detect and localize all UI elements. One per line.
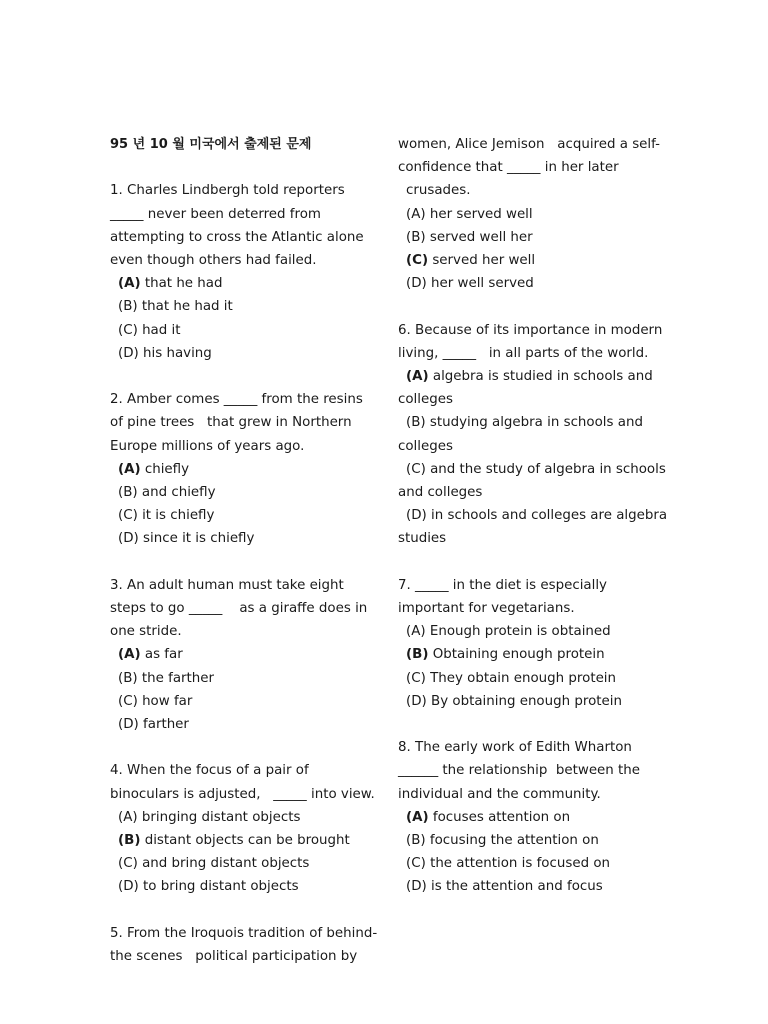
question-text-line: even though others had failed. [110,253,317,268]
option-text: since it is chiefly [138,531,255,547]
option-letter: (C) [118,693,138,709]
question-text-line: living, _____ in all parts of the world. [398,345,649,361]
option-text: that he had [140,276,223,292]
question-8 [398,736,673,898]
option-text: By obtaining enough protein [426,693,622,709]
option-text: her well served [426,276,534,292]
answer-option-a [110,806,375,829]
option-letter: (D) [118,879,139,895]
option-letter: (B) [406,415,426,431]
option-text: studying algebra in schools and [425,415,643,431]
option-letter: (B) [406,647,429,663]
option-text: as far [140,647,183,663]
option-letter: (C) [406,670,426,686]
question-text-line: 7. _____ in the diet is especially [398,577,607,593]
answer-option-d [110,342,375,365]
question-text-line: 5. From the Iroquois tradition of behind- [110,925,378,941]
question-text-line: individual and the community. [398,786,601,802]
option-text: served her well [428,253,536,269]
option-letter: (D) [406,693,427,709]
option-letter: (C) [118,856,138,872]
answer-option-a [398,203,673,226]
option-text: that he had it [137,299,233,315]
answer-option-c [110,504,375,527]
question-text-line: 4. When the focus of a pair of [110,763,309,779]
right-column [398,133,673,899]
question-text-line: 1. Charles Lindbergh told reporters [110,183,345,199]
option-letter: (B) [118,485,138,501]
page-title: 95 년 10 월 미국에서 출제된 문제 [110,137,312,152]
option-letter: (C) [118,508,138,524]
option-text: how far [137,693,193,709]
question-text-line: binoculars is adjusted, _____ into view. [110,786,375,802]
answer-option-d [398,504,673,527]
option-letter: (D) [118,345,139,361]
option-letter: (B) [118,833,141,849]
answer-option-a [110,458,375,481]
option-letter: (A) [118,647,141,663]
option-text: chiefly [140,461,190,477]
answer-option-a [110,643,375,666]
question-5-continued [398,133,673,295]
answer-option-c [398,249,673,272]
option-text: to bring distant objects [138,879,299,895]
answer-option-d [110,527,375,550]
option-text: his having [138,345,212,361]
question-text-line: crusades. [406,183,471,199]
option-letter: (B) [118,670,138,686]
option-text: They obtain enough protein [425,670,617,686]
question-text-line: 2. Amber comes _____ from the resins [110,392,363,408]
answer-option-b [398,643,673,666]
question-2 [110,388,375,550]
option-text: Enough protein is obtained [425,624,611,640]
question-text-line: _____ never been deterred from [110,206,321,222]
question-text-line: 6. Because of its importance in modern [398,322,663,338]
option-text: focusing the attention on [425,833,599,849]
answer-option-b [398,829,673,852]
answer-option-a [398,365,673,388]
question-4 [110,759,375,898]
option-letter: (D) [406,879,427,895]
option-text: algebra is studied in schools and [428,369,653,385]
option-text: is the attention and focus [426,879,603,895]
option-text: and the study of algebra in schools [425,461,666,477]
option-text: and chiefly [137,485,216,501]
answer-option-c [110,690,375,713]
option-letter: (A) [406,624,426,640]
question-text-line: of pine trees that grew in Northern [110,415,352,431]
option-text: in schools and colleges are algebra [426,508,668,524]
option-letter: (C) [406,461,426,477]
answer-option-b [110,295,375,318]
answer-option-d [398,875,673,898]
option-letter: (D) [406,276,427,292]
option-letter: (C) [118,322,138,338]
answer-option-d [398,690,673,713]
question-5 [110,922,378,968]
answer-option-d [110,875,375,898]
option-letter: (A) [406,369,429,385]
answer-option-c [110,852,375,875]
option-text: had it [137,322,181,338]
answer-option-d [398,272,673,295]
question-text-line: Europe millions of years ago. [110,438,305,454]
question-text-line: steps to go _____ as a giraffe does in [110,601,368,617]
option-continuation: studies [398,531,447,547]
option-text: and bring distant objects [137,856,310,872]
question-text-line: one stride. [110,624,182,640]
option-letter: (A) [118,276,141,292]
option-text: it is chiefly [137,508,215,524]
answer-option-b [398,226,673,249]
option-text: bringing distant objects [137,809,301,825]
option-letter: (C) [406,253,429,269]
option-letter: (A) [406,206,426,222]
option-text: farther [138,717,189,733]
option-letter: (B) [406,229,426,245]
answer-option-a [398,806,673,829]
option-letter: (A) [118,461,141,477]
option-letter: (D) [118,531,139,547]
question-7 [398,574,673,713]
option-letter: (C) [406,856,426,872]
option-text: focuses attention on [428,809,571,825]
option-text: the farther [137,670,215,686]
answer-option-c [398,458,673,481]
question-text-line: the scenes political participation by [110,949,358,965]
question-text-line: attempting to cross the Atlantic alone [110,229,364,245]
answer-option-c [398,852,673,875]
answer-option-a [110,272,375,295]
option-continuation: and colleges [398,485,483,501]
answer-option-d [110,713,375,736]
option-letter: (D) [406,508,427,524]
option-continuation: colleges [398,392,453,408]
answer-option-a [398,620,673,643]
question-text-line: confidence that _____ in her later [398,160,619,176]
option-continuation: colleges [398,438,453,454]
question-1 [110,179,375,365]
option-text: the attention is focused on [425,856,610,872]
option-letter: (A) [406,809,429,825]
answer-option-b [110,829,375,852]
option-text: served well her [425,229,533,245]
question-3 [110,574,375,736]
question-6 [398,319,673,551]
option-text: distant objects can be brought [140,833,350,849]
question-text-line: 3. An adult human must take eight [110,577,344,593]
question-text-line: ______ the relationship between the [398,763,641,779]
option-text: her served well [425,206,533,222]
left-column [110,133,378,968]
option-letter: (D) [118,717,139,733]
option-letter: (A) [118,809,138,825]
answer-option-b [398,411,673,434]
question-text-line: women, Alice Jemison acquired a self- [398,137,660,152]
answer-option-c [398,667,673,690]
option-letter: (B) [118,299,138,315]
option-letter: (B) [406,833,426,849]
answer-option-b [110,667,375,690]
option-text: Obtaining enough protein [428,647,605,663]
question-text-line: important for vegetarians. [398,601,575,617]
question-text-line: 8. The early work of Edith Wharton [398,740,632,756]
answer-option-b [110,481,375,504]
answer-option-c [110,319,375,342]
